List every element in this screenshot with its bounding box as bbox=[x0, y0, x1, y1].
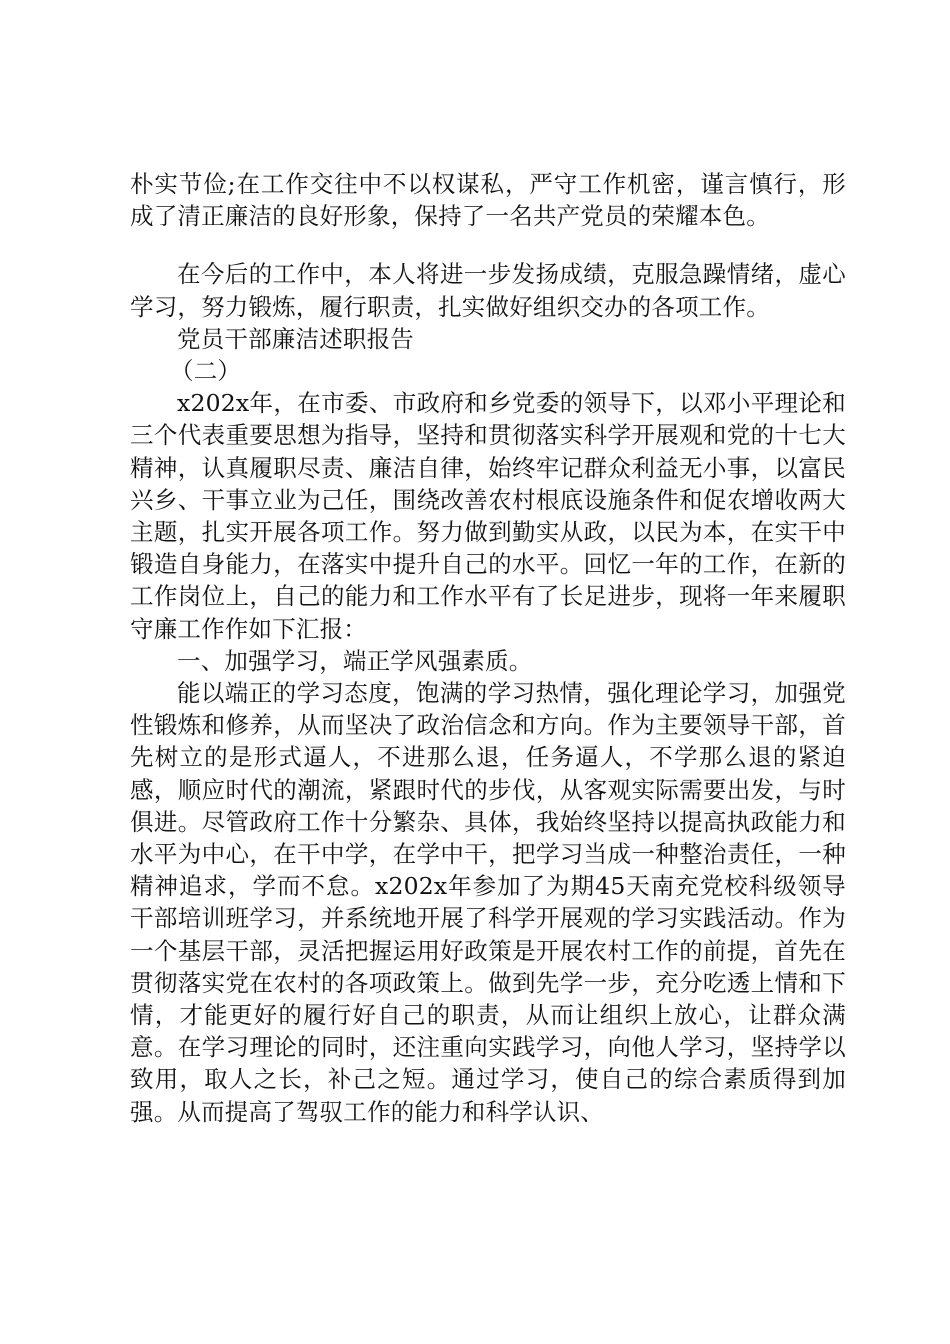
paragraph-gap bbox=[130, 232, 846, 258]
paragraph-continued: 朴实节俭;在工作交往中不以权谋私，严守工作机密，谨言慎行，形成了清正廉洁的良好形象，保持了一名共产党员的荣耀本色。 bbox=[130, 170, 846, 231]
paragraph-future-work: 在今后的工作中，本人将进一步发扬成绩，克服急躁情绪，虚心学习，努力锻炼，履行职责，扎实做好组织交办的各项工作。 bbox=[130, 260, 846, 321]
section-1-heading: 一、加强学习，端正学风强素质。 bbox=[177, 646, 533, 675]
report-title: 党员干部廉洁述职报告 bbox=[177, 324, 414, 353]
paragraph-intro: x202x年，在市委、市政府和乡党委的领导下，以邓小平理论和三个代表重要思想为指导，坚持和贯彻落实科学开展观和党的十七大精神，认真履职尽责、廉洁自律，始终牢记群众利益无小事，以富民兴乡、干事立业为己任，围绕改善农村根底设施条件和促农增收两大主题，扎实开展各项工作。努力做到勤实从政，以民为本，在实干中锻造自身能力，在落实中提升自己的水平。回忆一年的工作，在新的工作岗位上，自己的能力和工作水平有了长足进步，现将一年来履职守廉工作作如下汇报： bbox=[130, 389, 846, 643]
document-page bbox=[130, 168, 846, 1128]
paragraph-section-1: 能以端正的学习态度，饱满的学习热情，强化理论学习，加强党性锻炼和修养，从而坚决了政治信念和方向。作为主要领导干部，首先树立的是形式逼人，不进那么退，任务逼人，不学那么退的紧迫感，顺应时代的潮流，紧跟时代的步伐，从客观实际需要出发，与时俱进。尽管政府工作十分繁杂、具体，我始终坚持以提高执政能力和水平为中心，在干中学，在学中干，把学习当成一种整治责任，一种精神追求，学而不怠。x202x年参加了为期45天南充党校科级领导干部培训班学习，并系统地开展了科学开展观的学习实践活动。作为一个基层干部，灵活把握运用好政策是开展农村工作的前提，首先在贯彻落实党在农村的各项政策上。做到先学一步，充分吃透上情和下情，才能更好的履行好自己的职责，从而让组织上放心，让群众满意。在学习理论的同时，还注重向实践学习，向他人学习，坚持学以致用，取人之长，补己之短。通过学习，使自己的综合素质得到加强。从而提高了驾驭工作的能力和科学认识、 bbox=[130, 679, 846, 1126]
report-subtitle: （二） bbox=[170, 357, 242, 386]
